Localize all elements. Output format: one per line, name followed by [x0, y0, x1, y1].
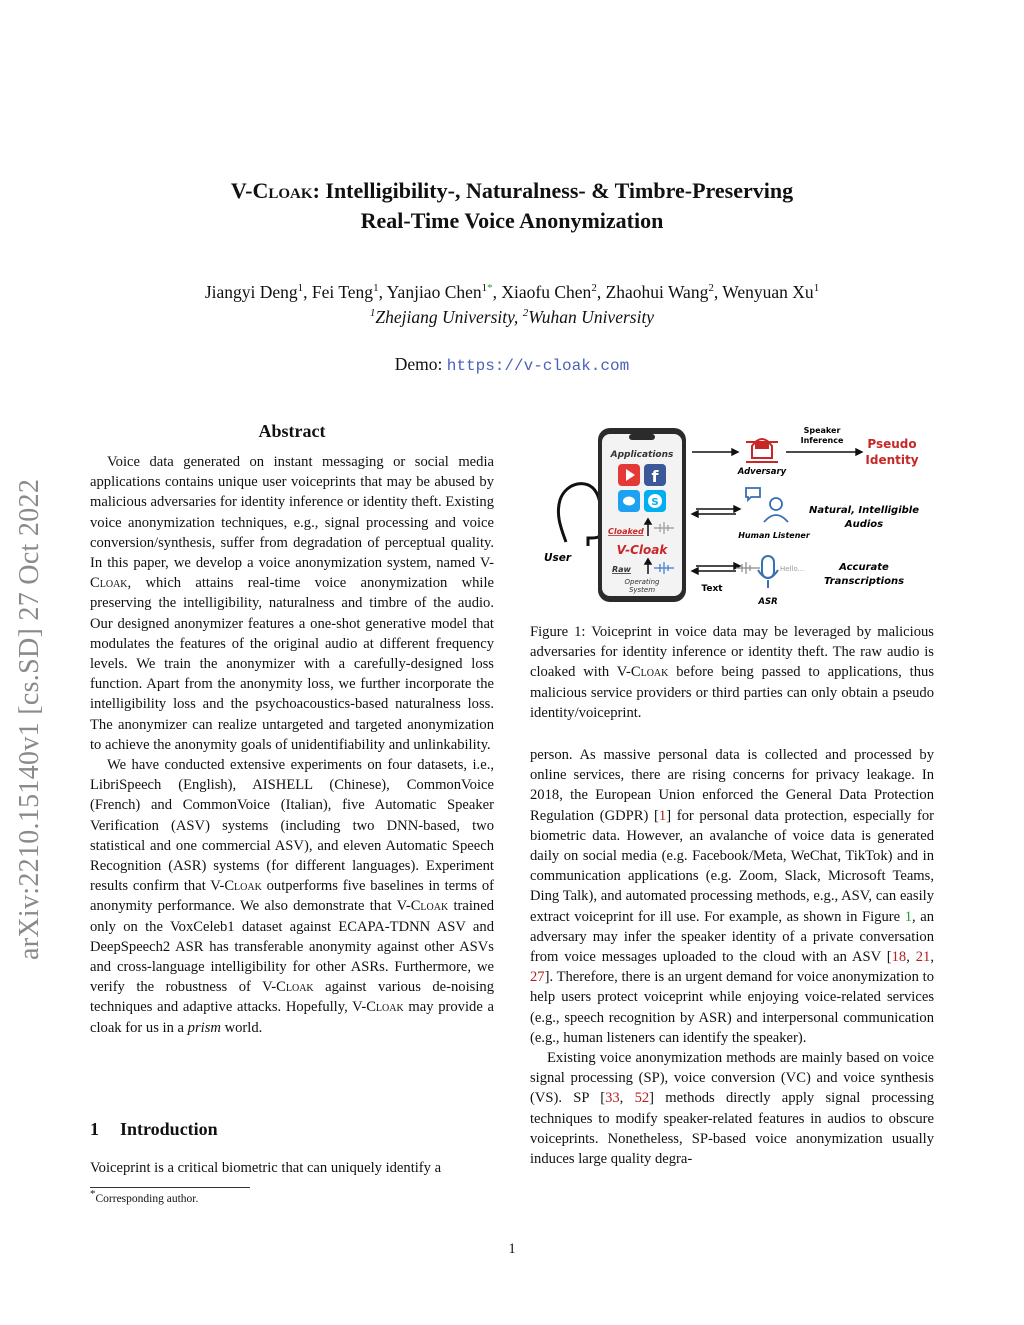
body-paragraph: Existing voice anonymization methods are mainly based on voice signal processing (SP), voice conversion (VC) and voice synthesis (VS). SP [33, 52] methods directly apply signal processing techniques to modify speaker-related features in audios to obscure voiceprints. Nonetheless, SP-based voice anonymization usually induces large quality degra-	[530, 1050, 935, 1168]
page-number: 1	[508, 1241, 516, 1257]
paper-title	[90, 176, 934, 236]
double-arrow-to-listener	[692, 506, 740, 517]
citation-link[interactable]: 33	[605, 1090, 620, 1107]
author: Zhaohui Wang$^2$	[605, 282, 714, 302]
body-paragraph: person. As massive personal data is collected and processed by online services, there are rising concerns for privacy leakage. In 2018, the European Union enforced the General Data Protection Regulation (GDPR) [1] for personal data protection, especially for biometric data. However, an avalanche of voice data is generated daily on social media (e.g. Facebook/Meta, WeChat, TikTok) and in communication applications (e.g. Zoom, Slack, Microsoft Teams, Ding Talk), and automated processing methods, e.g., ASV, can easily extract voiceprint for ill use. For example, as shown in Figure 1, an adversary may infer the speaker identity of a private conversation from voice messages uploaded to the cloud with an ASV [18, 21, 27]. Therefore, there is an urgent demand for voice anonymization to help users protect voiceprint while enjoying voice-related services (e.g., speech recognition by ASR) and interpersonal communication (e.g., human listeners can identify the speaker).	[530, 747, 934, 1046]
speaker-inference-label-1: Speaker	[803, 426, 841, 435]
section-heading-introduction: 1 Introduction	[90, 1119, 218, 1139]
phone-title: Applications	[610, 450, 674, 460]
asr-waveform-icon	[736, 562, 760, 574]
author: Xiaofu Chen$^2$	[501, 282, 597, 302]
hello-label: Hello...	[780, 565, 805, 573]
v-cloak-brand: V-Cloak	[616, 543, 668, 557]
figure-1-caption: Figure 1: Voiceprint in voice data may be leveraged by malicious adversaries for identity inference or identity theft. The raw audio is cloaked with V-Cloak before being passed to applications, thus malicious service providers or third parties can only obtain a pseudo identity/voiceprint.	[530, 624, 934, 721]
citation-link[interactable]: 27	[530, 969, 545, 986]
right-column-body	[530, 745, 934, 1169]
author: Fei Teng$^1$	[311, 282, 379, 302]
asr-label: ASR	[758, 597, 778, 607]
svg-text:S: S	[651, 497, 659, 508]
natural-label-2: Audios	[844, 519, 884, 530]
user-label: User	[544, 552, 572, 564]
footnote: *Corresponding author.	[90, 1188, 199, 1205]
figure-1-diagram	[530, 418, 934, 618]
author: Jiangyi Deng$^1$	[204, 282, 304, 302]
os-label-line1: Operating	[624, 578, 660, 586]
citation-link[interactable]: 18	[891, 949, 907, 966]
author: Yanjiao Chen$^{1*}$	[386, 282, 493, 302]
os-label-line2: System	[628, 586, 656, 594]
title-line-2: Real-Time Voice Anonymization	[360, 208, 664, 233]
abstract-body	[90, 452, 494, 1038]
text-label: Text	[701, 584, 723, 594]
pseudo-identity-label-1: Pseudo	[867, 437, 917, 451]
citation-link[interactable]: 1	[658, 807, 667, 824]
arrow-speaker-inference	[786, 449, 862, 455]
figure-1	[530, 418, 934, 618]
microphone-icon	[758, 556, 778, 588]
raw-label: Raw	[612, 565, 631, 574]
footnote-rule	[90, 1187, 250, 1188]
arxiv-identifier: arXiv:2210.15140v1 [cs.SD] 27 Oct 2022	[14, 478, 45, 960]
affiliations: $^1$Zhejiang University, $^2$Wuhan University	[369, 307, 655, 327]
arrow-to-adversary	[692, 449, 738, 455]
title-line-1: V-Cloak: Intelligibility-, Naturalness- & Timbre-Preserving	[230, 178, 794, 203]
author: Wenyuan Xu$^1$	[722, 282, 820, 302]
accurate-label-2: Transcriptions	[823, 576, 905, 587]
adversary-label: Adversary	[737, 467, 787, 477]
accurate-label-1: Accurate	[839, 562, 889, 573]
abstract-paragraph: Voice data generated on instant messaging or social media applications contains unique user voiceprints that may be abused by malicious adversaries for identity inference or identity theft. Existing voice anonymization techniques, e.g., signal processing and voice conversion/synthesis, suffer from degradation of perceptual quality. In this paper, we develop a voice anonymization system, named V-Cloak, which attains real-time voice anonymization while preserving the intelligibility, naturalness and timbre of the audio. Our designed anonymizer features a one-shot generative model that modulates the features of the original audio at different frequency levels. We train the anonymizer with a carefully-designed loss function. Apart from the anonymity loss, we further incorporate the intelligibility loss and the psychoacoustics-based naturalness loss. The anonymizer can realize untargeted and targeted anonymization to achieve the anonymity goals of unidentifiability and unlinkability.	[90, 454, 494, 753]
adversary-icon	[746, 439, 778, 462]
abstract-heading: Abstract	[258, 421, 326, 441]
intro-paragraph: Voiceprint is a critical biometric that can uniquely identify a	[90, 1160, 442, 1176]
human-listener-label: Human Listener	[738, 531, 810, 540]
abstract-paragraph: We have conducted extensive experiments on four datasets, i.e., LibriSpeech (English), AISHELL (Chinese), CommonVoice (French) and CommonVoice (Italian), five Automatic Speaker Verification (ASV) systems (including two DNN-based, two statistical and one commercial ASV), and eleven Automatic Speech Recognition (ASR) systems (for different languages). Experiment results confirm that V-Cloak outperforms five baselines in terms of anonymity performance. We also demonstrate that V-Cloak trained only on the VoxCeleb1 dataset against ECAPA-TDNN ASV and DeepSpeech2 ASR has transferable anonymity against other ASVs and cross-language intelligibility for other ASRs. Furthermore, we verify the robustness of V-Cloak against various de-noising techniques and adaptive attacks. Hopefully, V-Cloak may provide a cloak for us in a prism world.	[90, 757, 494, 1036]
svg-text:f: f	[651, 467, 659, 486]
natural-label-1: Natural, Intelligible	[808, 505, 920, 516]
speaker-inference-label-2: Inference	[800, 436, 844, 445]
citation-link[interactable]: 52	[634, 1090, 650, 1107]
figure-link[interactable]: 1	[904, 908, 912, 925]
citation-link[interactable]: 21	[915, 949, 931, 966]
demo-line: Demo: https://v-cloak.com	[394, 354, 630, 375]
pseudo-identity-label-2: Identity	[865, 453, 919, 467]
demo-link[interactable]: https://v-cloak.com	[446, 357, 630, 375]
cloaked-label: Cloaked	[608, 527, 644, 536]
double-arrow-to-asr	[692, 563, 740, 574]
human-listener-icon	[746, 488, 788, 522]
author-list: Jiangyi Deng$^1$, Fei Teng$^1$, Yanjiao Chen$^{1*}$, Xiaofu Chen$^2$, Zhaohui Wang$^2$, Wenyuan Xu$^1$	[204, 282, 820, 302]
